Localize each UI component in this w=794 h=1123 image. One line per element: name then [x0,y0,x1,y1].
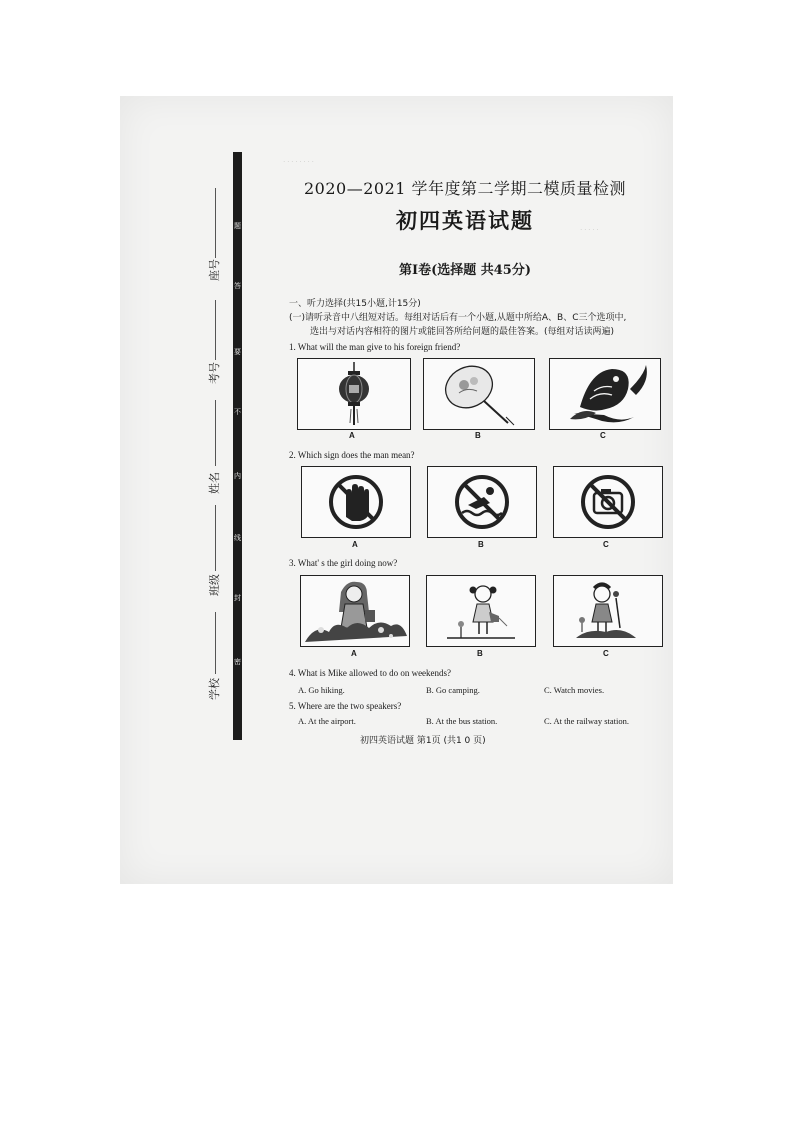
exam-subtitle: 初四英语试题 [396,208,534,233]
question-stem: 1. What will the man give to his foreign friend? [289,342,461,352]
part-title: 第Ⅰ卷(选择题 共45分) [399,263,531,278]
seat-label: 座号 [208,259,221,281]
class-label: 班级 [208,574,221,596]
exam-no-blank-line [215,300,216,360]
option-picture-a [301,466,411,538]
section-heading: 一、听力选择(共15小题,计15分) [289,299,421,309]
option-letter: C [600,431,606,440]
no-swimming-sign-icon [428,467,536,537]
option-letter: B [475,431,481,440]
option-text: C. Watch movies. [544,685,605,695]
no-touching-sign-icon [302,467,410,537]
class-blank-line [215,505,216,571]
option-letter: C [603,540,609,549]
exam-no-label: 考号 [208,362,221,384]
seat-blank-line [215,188,216,258]
option-picture-c [549,358,661,430]
option-letter: C [603,649,609,658]
section-instruction: 选出与对话内容相符的图片或能回答所给问题的最佳答案。(每组对话读两遍) [310,327,615,337]
option-letter: B [477,649,483,658]
seal-char: 线 [234,534,241,542]
question-stem: 2. Which sign does the man mean? [289,450,415,460]
option-picture-c [553,466,663,538]
page-footer: 初四英语试题 第1页 (共1 0 页) [360,736,486,746]
no-photos-sign-icon [554,467,662,537]
girl-watering-plant-icon [427,576,535,646]
seal-char: 不 [234,408,241,416]
option-picture-b [426,575,536,647]
option-text: B. Go camping. [426,685,480,695]
question-stem: 4. What is Mike allowed to do on weekends? [289,668,452,678]
option-picture-b [427,466,537,538]
bleed-through-text: · · · · · · · · [283,158,314,166]
painted-fan-icon [424,359,534,429]
option-text: C. At the railway station. [544,716,629,726]
girl-planting-tree-icon [554,576,662,646]
option-text: B. At the bus station. [426,716,498,726]
question-stem: 3. What' s the girl doing now? [289,558,398,568]
chinese-lantern-icon [298,359,410,429]
girl-picking-flowers-icon [301,576,409,646]
school-label: 学校 [208,678,221,700]
name-label: 姓名 [208,472,221,494]
section-instruction: (一)请听录音中八组短对话。每组对话后有一个小题,从题中所给A、B、C三个选项中, [289,313,627,323]
option-letter: A [351,649,357,658]
school-blank-line [215,612,216,674]
paper-cut-fish-icon [550,359,660,429]
name-blank-line [215,400,216,466]
seal-char: 内 [234,472,241,480]
option-letter: B [478,540,484,549]
option-picture-a [297,358,411,430]
option-picture-a [300,575,410,647]
binding-margin-bar [233,152,242,740]
bleed-through-text: · · · · · [580,226,599,234]
seal-char: 要 [234,348,241,356]
seal-char: 封 [234,594,241,602]
option-letter: A [352,540,358,549]
option-text: A. Go hiking. [298,685,345,695]
seal-char: 题 [234,222,241,230]
question-stem: 5. Where are the two speakers? [289,701,402,711]
option-picture-c [553,575,663,647]
option-picture-b [423,358,535,430]
seal-char: 答 [234,282,241,290]
exam-title: 2020—2021 学年度第二学期二模质量检测 [303,179,627,198]
seal-char: 密 [234,658,241,666]
option-letter: A [349,431,355,440]
option-text: A. At the airport. [298,716,356,726]
